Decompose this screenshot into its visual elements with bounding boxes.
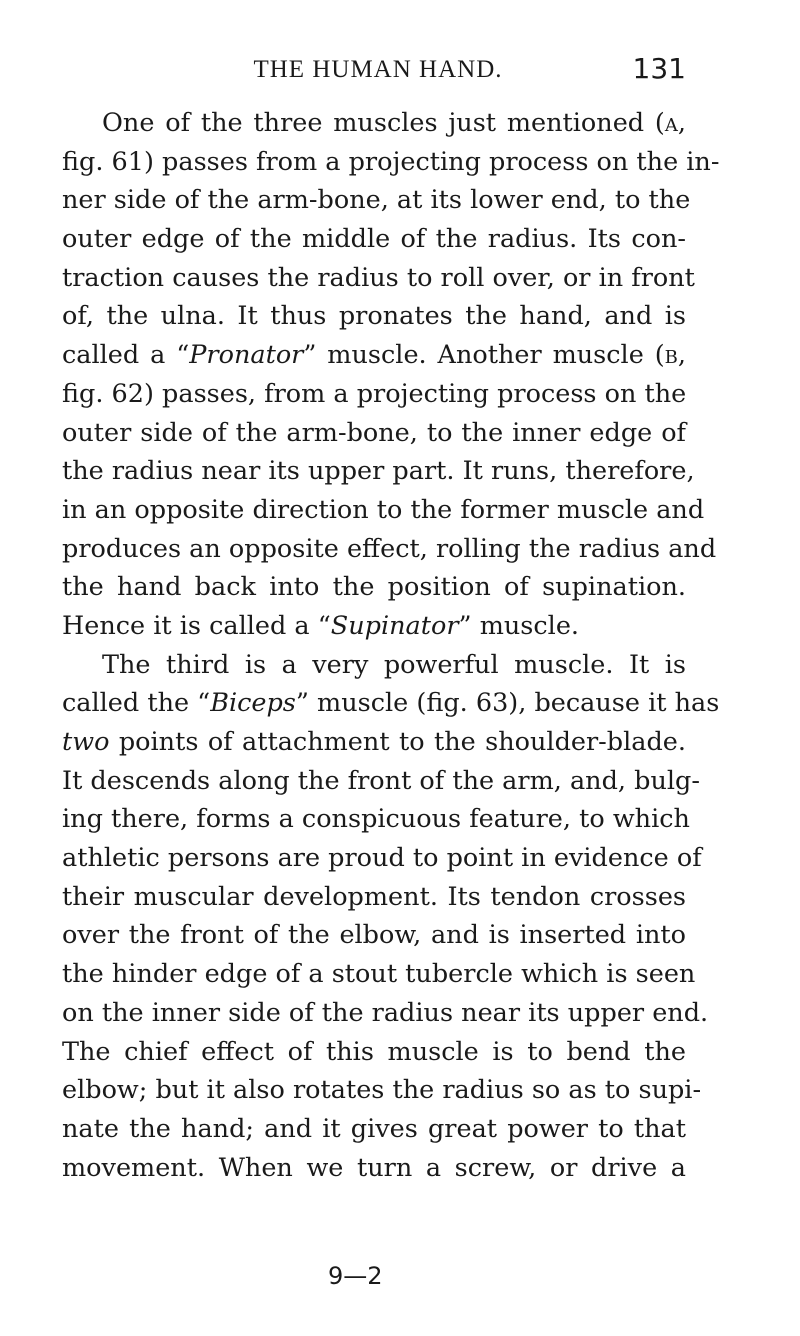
text-line: fig. 62) passes, from a projecting process on the [62, 378, 687, 409]
text-line: nate the hand; and it gives great power to that [62, 1113, 686, 1144]
running-head [70, 52, 686, 92]
text-line: elbow; but it also rotates the radius so as to supi- [62, 1075, 702, 1106]
text-line: on the inner side of the radius near its upper end. [62, 997, 709, 1028]
text-line: over the front of the elbow, and is inserted into [62, 920, 686, 951]
text-line: fig. 61) passes from a projecting process on the in- [62, 146, 720, 177]
text-line: called the “Biceps” muscle (fig. 63), because it has [62, 688, 720, 719]
text-line: of, the ulna. It thus pronates the hand, and is [62, 301, 686, 332]
text-line: their muscular development. Its tendon crosses [62, 881, 686, 912]
text-line: the hinder edge of a stout tubercle which is seen [62, 959, 696, 990]
text-line: outer edge of the middle of the radius. Its con- [62, 224, 686, 255]
text-line: the hand back into the position of supination. [62, 572, 686, 603]
text-line: outer side of the arm-bone, to the inner edge of [62, 417, 686, 448]
text-line: movement. When we turn a screw, or drive a [62, 1152, 686, 1183]
text-line: traction causes the radius to roll over, or in front [62, 262, 695, 293]
text-line: ing there, forms a conspicuous feature, to which [62, 804, 690, 835]
text-line: ner side of the arm-bone, at its lower end, to the [62, 185, 691, 216]
page-number: 131 [632, 52, 686, 85]
text-line: the radius near its upper part. It runs, therefore, [62, 456, 695, 487]
text-line: two points of attachment to the shoulder-blade. [62, 727, 686, 757]
signature-mark: 9—2 [328, 1262, 383, 1290]
text-line: One of the three muscles just mentioned (a, [102, 108, 686, 138]
text-line: It descends along the front of the arm, and, bulg- [62, 765, 700, 796]
text-line: The third is a very powerful muscle. It is [102, 649, 686, 680]
text-line: in an opposite direction to the former muscle and [62, 494, 705, 525]
text-line: called a “Pronator” muscle. Another muscle (b, [62, 340, 686, 371]
text-line: produces an opposite effect, rolling the radius and [62, 533, 717, 564]
body-text [62, 104, 720, 1187]
text-line: Hence it is called a “Supinator” muscle. [62, 610, 580, 641]
text-line: athletic persons are proud to point in evidence of [62, 843, 702, 874]
text-line: The chief effect of this muscle is to bend the [62, 1036, 686, 1067]
running-title: THE HUMAN HAND. [253, 56, 503, 83]
